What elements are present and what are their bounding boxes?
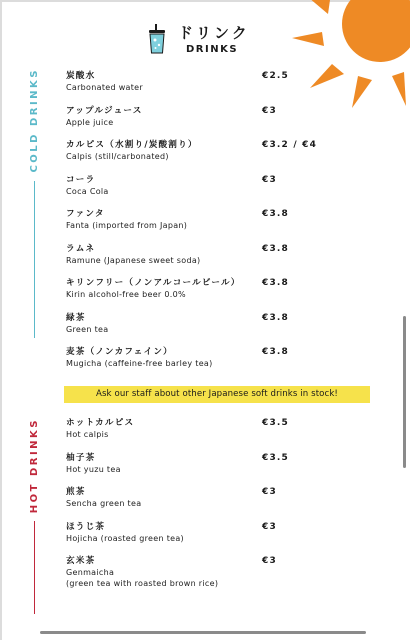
item-name-japanese: コーラ (66, 174, 96, 185)
item-name-japanese: ほうじ茶 (66, 521, 106, 532)
item-name-japanese: アップルジュース (66, 105, 143, 116)
item-name-english: Calpis (still/carbonated) (66, 152, 169, 161)
item-price: €3.5 (262, 418, 290, 428)
menu-item (66, 243, 366, 278)
item-name-english: Mugicha (caffeine-free barley tea) (66, 359, 213, 368)
menu-item (66, 521, 366, 556)
item-price: €3 (262, 556, 277, 567)
hot-drinks-label: HOT DRINKS (28, 418, 40, 514)
menu-item (66, 70, 366, 105)
item-name-english: Hot yuzu tea (66, 464, 121, 474)
item-name-english: Coca Cola (66, 186, 109, 196)
item-name-japanese: 緑茶 (66, 312, 86, 323)
item-price: €3.8 (262, 312, 290, 323)
cold-drinks-section-label (24, 68, 44, 338)
page-border-left (0, 0, 2, 640)
item-name-japanese: 煎茶 (66, 487, 86, 498)
item-name-english: Ramune (Japanese sweet soda) (66, 255, 201, 265)
item-price: €3 (262, 521, 277, 532)
item-price: €3.8 (262, 347, 290, 357)
hot-drinks-divider (34, 521, 35, 614)
menu-item (66, 174, 366, 209)
item-name-english: Green tea (66, 324, 109, 334)
menu-item (66, 277, 366, 312)
item-name-english: Hojicha (roasted green tea) (66, 533, 184, 543)
item-name-english-detail: (green tea with roasted brown rice) (66, 579, 219, 589)
menu-item (66, 312, 366, 347)
cold-drinks-divider (34, 181, 35, 338)
menu-item (66, 555, 366, 590)
item-name-japanese: カルピス（水割り/炭酸割り） (66, 140, 198, 150)
item-price: €3 (262, 487, 277, 498)
hot-drinks-section-label (24, 418, 44, 614)
item-name-english: Apple juice (66, 117, 114, 127)
item-price: €2.5 (262, 71, 290, 81)
item-name-english: Sencha green tea (66, 499, 142, 509)
menu-item (66, 417, 366, 452)
vertical-scrollbar[interactable] (403, 316, 406, 468)
item-price: €3.2 / €4 (262, 140, 318, 150)
item-name-english: Hot calpis (66, 430, 109, 439)
menu-item (66, 208, 366, 243)
drink-cup-icon (146, 24, 168, 54)
item-name-english: Fanta (imported from Japan) (66, 221, 188, 230)
item-name-english: Carbonated water (66, 83, 143, 92)
stock-notice-banner: Ask our staff about other Japanese soft drinks in stock! (64, 386, 370, 403)
menu-item (66, 139, 366, 174)
menu-item (66, 486, 366, 521)
menu-item (66, 105, 366, 140)
menu-item (66, 346, 366, 381)
menu-title-english: DRINKS (186, 44, 239, 55)
item-name-japanese: 麦茶（ノンカフェイン） (66, 347, 173, 357)
cold-drinks-label: COLD DRINKS (28, 68, 40, 173)
item-name-japanese: 柚子茶 (66, 452, 96, 463)
item-name-japanese: 炭酸水 (66, 71, 96, 81)
item-price: €3 (262, 174, 277, 185)
item-price: €3 (262, 105, 277, 116)
item-name-english: Genmaicha (66, 568, 115, 578)
horizontal-scrollbar[interactable] (40, 631, 366, 634)
item-name-english: Kirin alcohol-free beer 0.0% (66, 290, 186, 299)
item-name-japanese: キリンフリー（ノンアルコールビール） (66, 278, 241, 288)
item-name-japanese: ホットカルピス (66, 418, 135, 428)
hot-drinks-list (66, 417, 366, 590)
item-name-japanese: 玄米茶 (66, 556, 96, 567)
cold-drinks-list (66, 70, 366, 381)
item-price: €3.8 (262, 278, 290, 288)
menu-item (66, 452, 366, 487)
item-price: €3.8 (262, 209, 290, 219)
menu-title-japanese: ドリンク (178, 24, 250, 42)
item-price: €3.5 (262, 452, 290, 463)
item-price: €3.8 (262, 243, 290, 254)
item-name-japanese: ファンタ (66, 209, 105, 219)
item-name-japanese: ラムネ (66, 243, 96, 254)
menu-header (146, 22, 266, 62)
